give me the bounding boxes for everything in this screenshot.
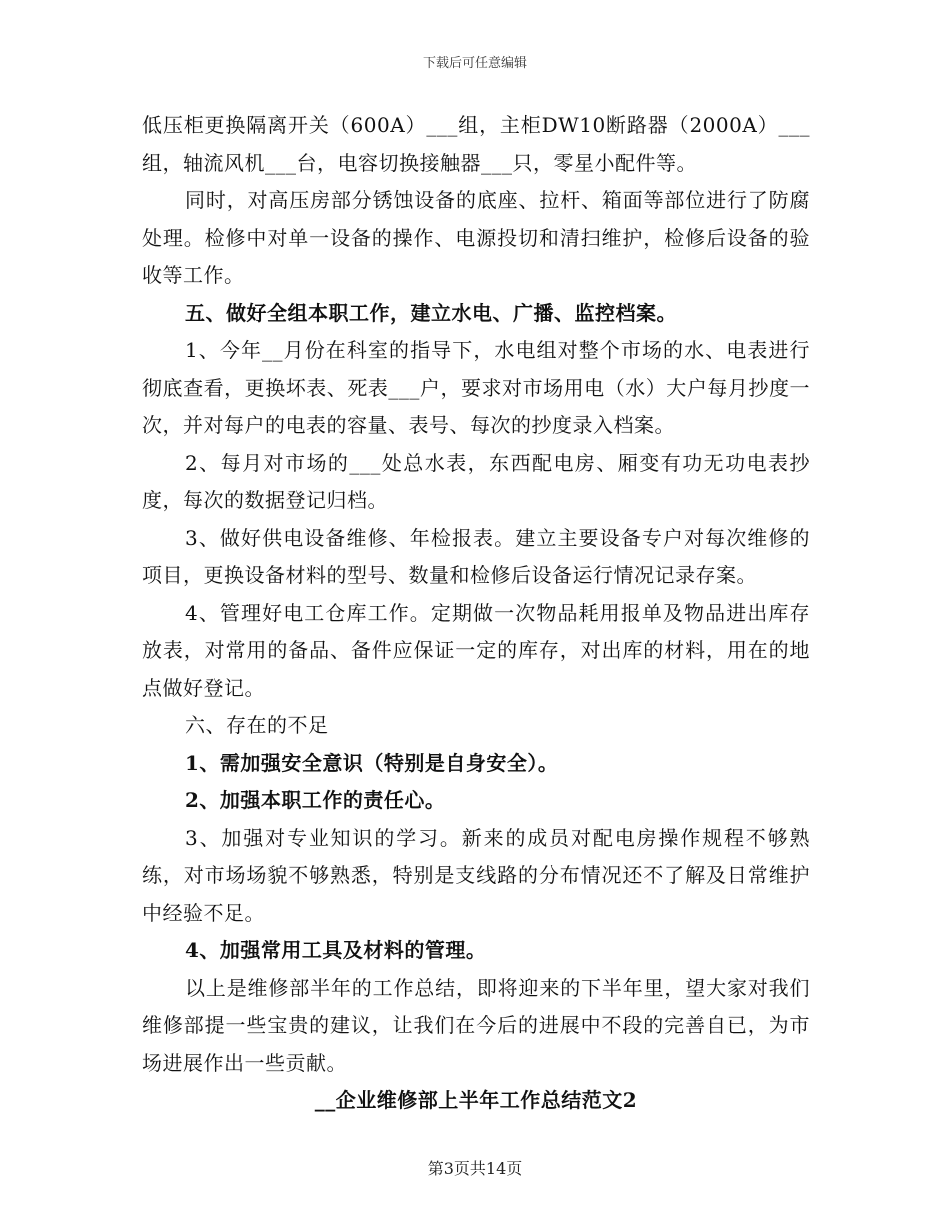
paragraph-conclusion: 以上是维修部半年的工作总结，即将迎来的下半年里，望大家对我们维修部提一些宝贵的建议，让我们在今后的进展中不段的完善自已，为市场进展作出一些贡献。 xyxy=(142,975,810,1075)
document-body xyxy=(142,107,810,1120)
shortcoming-item-2: 2、加强本职工作的责任心。 xyxy=(185,788,446,812)
shortcoming-item-4: 4、加强常用工具及材料的管理。 xyxy=(185,938,487,962)
page-header-note: 下载后可任意编辑 xyxy=(422,56,527,71)
paragraph-item-3-maintenance-report: 3、做好供电设备维修、年检报表。建立主要设备专户对每次维修的项目，更换设备材料的型号、数量和检修后设备运行情况记录存案。 xyxy=(142,525,810,587)
shortcoming-item-3: 3、加强对专业知识的学习。新来的成员对配电房操作规程不够熟练，对市场场貌不够熟悉，特别是支线路的分布情况还不了解及日常维护中经验不足。 xyxy=(142,825,810,925)
paragraph-item-1-meter-check: 1、今年__月份在科室的指导下，水电组对整个市场的水、电表进行彻底查看，更换坏表、死表___户，要求对市场用电（水）大户每月抄度一次，并对每户的电表的容量、表号、每次的抄度录入档案。 xyxy=(142,338,810,437)
paragraph-anticorrosion: 同时，对高压房部分锈蚀设备的底座、拉杆、箱面等部位进行了防腐处理。检修中对单一设备的操作、电源投切和清扫维护，检修后设备的验收等工作。 xyxy=(142,188,810,287)
page-footer-number: 第3页共14页 xyxy=(427,1159,523,1178)
heading-section-six: 六、存在的不足 xyxy=(185,713,329,737)
paragraph-item-4-warehouse: 4、管理好电工仓库工作。定期做一次物品耗用报单及物品进出库存放表，对常用的备品、备件应保证一定的库存，对出库的材料，用在的地点做好登记。 xyxy=(142,600,810,700)
shortcoming-item-1: 1、需加强安全意识（特别是自身安全）。 xyxy=(185,750,559,775)
paragraph-item-2-monthly-reading: 2、每月对市场的___处总水表，东西配电房、厢变有功无功电表抄度，每次的数据登记归档。 xyxy=(142,450,810,512)
paragraph-equipment-replacement: 低压柜更换隔离开关（600A）___组，主柜DW10断路器（2000A）___组，轴流风机___台，电容切换接触器___只，零星小配件等。 xyxy=(142,113,810,175)
heading-section-five: 五、做好全组本职工作，建立水电、广播、监控档案。 xyxy=(185,300,677,325)
section-title: __企业维修部上半年工作总结范文2 xyxy=(314,1088,638,1112)
